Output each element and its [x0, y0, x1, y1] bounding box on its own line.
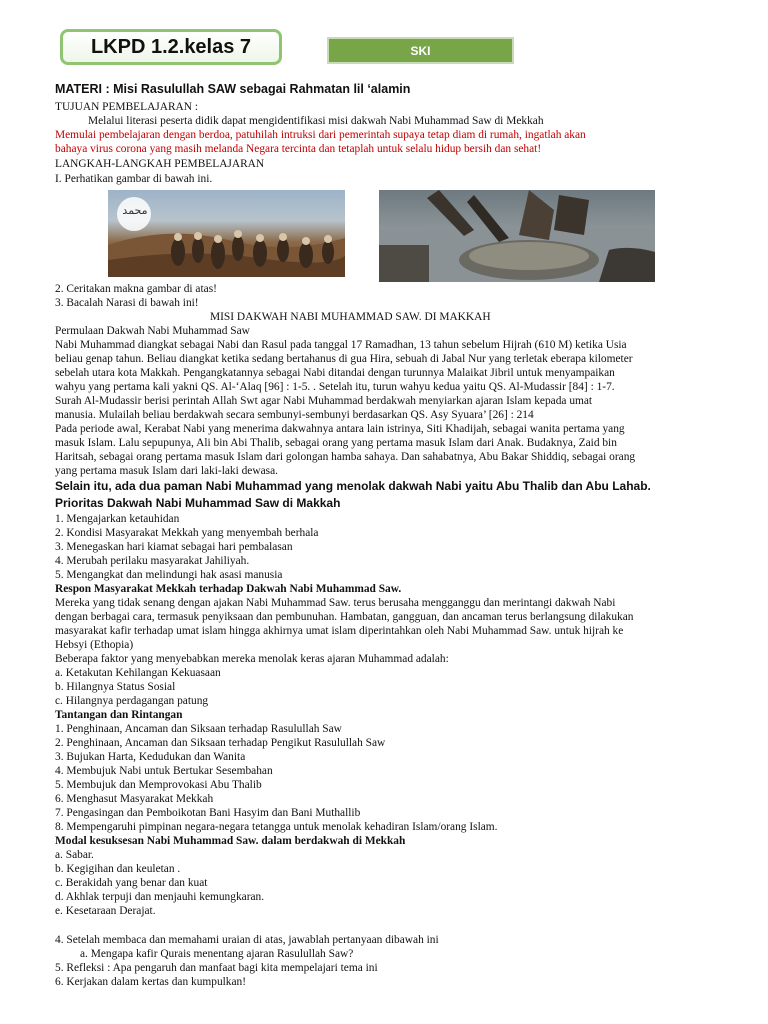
tantangan-item: 3. Bujukan Harta, Kedudukan dan Wanita: [55, 751, 246, 763]
narasi-title: MISI DAKWAH NABI MUHAMMAD SAW. DI MAKKAH: [210, 311, 491, 323]
step-3: 3. Bacalah Narasi di bawah ini!: [55, 297, 199, 309]
tantangan-item: 5. Membujuk dan Memprovokasi Abu Thalib: [55, 779, 262, 791]
prioritas-item: 1. Mengajarkan ketauhidan: [55, 513, 180, 525]
tantangan-item: 4. Membujuk Nabi untuk Bertukar Sesembahan: [55, 765, 273, 777]
tantangan-item: 2. Penghinaan, Ancaman dan Siksaan terhadap Pengikut Rasulullah Saw: [55, 737, 386, 749]
para1-line: Nabi Muhammad diangkat sebagai Nabi dan Rasul pada tanggal 17 Ramadhan, 13 tahun sebelum Hijrah (610 M) ketika Usia: [55, 339, 627, 351]
respon-line: Mereka yang tidak senang dengan ajakan Nabi Muhammad Saw. terus berusaha mengganggu dan merintangi dakwah Nabi: [55, 597, 616, 609]
step-2: 2. Ceritakan makna gambar di atas!: [55, 283, 217, 295]
prioritas-item: 4. Merubah perilaku masyarakat Jahiliyah.: [55, 555, 250, 567]
prioritas-item: 2. Kondisi Masyarakat Mekkah yang menyembah berhala: [55, 527, 319, 539]
modal-item: c. Berakidah yang benar dan kuat: [55, 877, 208, 889]
task-step-5: 5. Refleksi : Apa pengaruh dan manfaat bagi kita mempelajari tema ini: [55, 962, 378, 974]
task-step-6: 6. Kerjakan dalam kertas dan kumpulkan!: [55, 976, 247, 988]
figure-prophet-scene: [108, 190, 345, 277]
para2-line: yang pertama masuk Islam dari laki-laki dewasa.: [55, 465, 278, 477]
prioritas-item: 5. Mengangkat dan melindungi hak asasi manusia: [55, 569, 283, 581]
para2-line: masuk Islam. Lalu sepupunya, Ali bin Abi Thalib, sebagai orang yang pertama masuk Islam dari Anak. Budaknya, Zaid bin: [55, 437, 617, 449]
warning-line-2: bahaya virus corona yang masih melanda Negara tercinta dan tetaplah untuk selalu hidup bersih dan sehat!: [55, 143, 542, 155]
modal-heading: Modal kesuksesan Nabi Muhammad Saw. dalam berdakwah di Mekkah: [55, 835, 406, 847]
modal-item: e. Kesetaraan Derajat.: [55, 905, 156, 917]
respon-line: Beberapa faktor yang menyebabkan mereka menolak keras ajaran Muhammad adalah:: [55, 653, 449, 665]
warning-line-1: Memulai pembelajaran dengan berdoa, patuhilah intruksi dari pemerintah supaya tetap diam di rumah, ingatlah akan: [55, 129, 586, 141]
tantangan-heading: Tantangan dan Rintangan: [55, 709, 183, 721]
respon-line: Hebsyi (Ethopia): [55, 639, 134, 651]
langkah-heading: LANGKAH-LANGKAH PEMBELAJARAN: [55, 158, 265, 170]
materi-text: : Misi Rasulullah SAW sebagai Rahmatan lil ‘alamin: [102, 82, 411, 96]
respon-factor: c. Hilangnya perdagangan patung: [55, 695, 209, 707]
para1-line: wahyu yang pertama kali yakni QS. Al-‘Alaq [96] : 1-5. . Setelah itu, turun wahyu kedua yaitu QS. Al-Mudassir [84] : 1-7.: [55, 381, 615, 393]
para1-line: beliau genap tahun. Beliau diangkat ketika sedang bertahanus di gua Hira, sebuah di Jabal Nur yang terletak eberapa kilometer: [55, 353, 633, 365]
tantangan-item: 7. Pengasingan dan Pemboikotan Bani Hasyim dan Bani Muthallib: [55, 807, 361, 819]
respon-factor: a. Ketakutan Kehilangan Kekuasaan: [55, 667, 221, 679]
figure-battle-scene: [379, 190, 655, 282]
modal-item: d. Akhlak terpuji dan menjauhi kemungkaran.: [55, 891, 265, 903]
para2-line: Pada periode awal, Kerabat Nabi yang menerima dakwahnya antara lain istrinya, Siti Khadijah, sebagai wanita pertama yang: [55, 423, 625, 435]
paman-line: Selain itu, ada dua paman Nabi Muhammad yang menolak dakwah Nabi yaitu Abu Thalib dan Abu Lahab.: [55, 479, 651, 493]
para1-line: manusia. Mulailah beliau berdakwah secara sembunyi-sembunyi berdasarkan QS. Asy Syuara’ [26] : 214: [55, 409, 534, 421]
tujuan-text: Melalui literasi peserta didik dapat mengidentifikasi misi dakwah Nabi Muhammad Saw di Mekkah: [88, 115, 544, 127]
scene-illustration-2: [379, 190, 655, 282]
respon-line: masyarakat kafir terhadap umat islam hingga akhirnya umat islam diperintahkan oleh Nabi Muhammad Saw. untuk hijrah ke: [55, 625, 624, 637]
calligraphy-text: محمد: [122, 204, 148, 217]
respon-line: dengan berbagai cara, termasuk penyiksaan dan pembunuhan. Hambatan, gangguan, dan ancaman terus berlangsung dilakukan: [55, 611, 634, 623]
tujuan-heading: TUJUAN PEMBELAJARAN :: [55, 101, 199, 113]
permulaan-heading: Permulaan Dakwah Nabi Muhammad Saw: [55, 325, 250, 337]
tantangan-item: 1. Penghinaan, Ancaman dan Siksaan terhadap Rasulullah Saw: [55, 723, 342, 735]
materi-line: [55, 83, 410, 96]
prioritas-heading: Prioritas Dakwah Nabi Muhammad Saw di Makkah: [55, 496, 341, 510]
respon-factor: b. Hilangnya Status Sosial: [55, 681, 176, 693]
respon-heading: Respon Masyarakat Mekkah terhadap Dakwah Nabi Muhammad Saw.: [55, 583, 402, 595]
tantangan-item: 8. Mempengaruhi pimpinan negara-negara tetangga untuk menolak kehadiran Islam/orang Islam.: [55, 821, 498, 833]
subject-badge: SKI: [327, 37, 514, 64]
step-1: I. Perhatikan gambar di bawah ini.: [55, 173, 213, 185]
lkpd-title: LKPD 1.2.kelas 7: [60, 29, 282, 65]
tantangan-item: 6. Menghasut Masyarakat Mekkah: [55, 793, 214, 805]
task-step-4: 4. Setelah membaca dan memahami uraian di atas, jawablah pertanyaan dibawah ini: [55, 934, 439, 946]
prioritas-item: 3. Menegaskan hari kiamat sebagai hari pembalasan: [55, 541, 293, 553]
modal-item: a. Sabar.: [55, 849, 94, 861]
modal-item: b. Kegigihan dan keuletan .: [55, 863, 181, 875]
materi-label: MATERI: [55, 82, 102, 96]
para1-line: sebelah utara kota Makkah. Pengangkatannya sebagai Nabi ditandai dengan turunnya Malaikat Jibril untuk menyampaikan: [55, 367, 615, 379]
task-step-4a: a. Mengapa kafir Qurais menentang ajaran Rasulullah Saw?: [80, 948, 354, 960]
para2-line: Haritsah, sebagai orang pertama masuk Islam dari golongan hamba sahaya. Dan sahabatnya, Abu Bakar Shiddiq, sebagai orang: [55, 451, 636, 463]
para1-line: Surah Al-Mudassir berisi perintah Allah Swt agar Nabi Muhammad berdakwah menyiarkan ajaran Islam kepada umat: [55, 395, 593, 407]
